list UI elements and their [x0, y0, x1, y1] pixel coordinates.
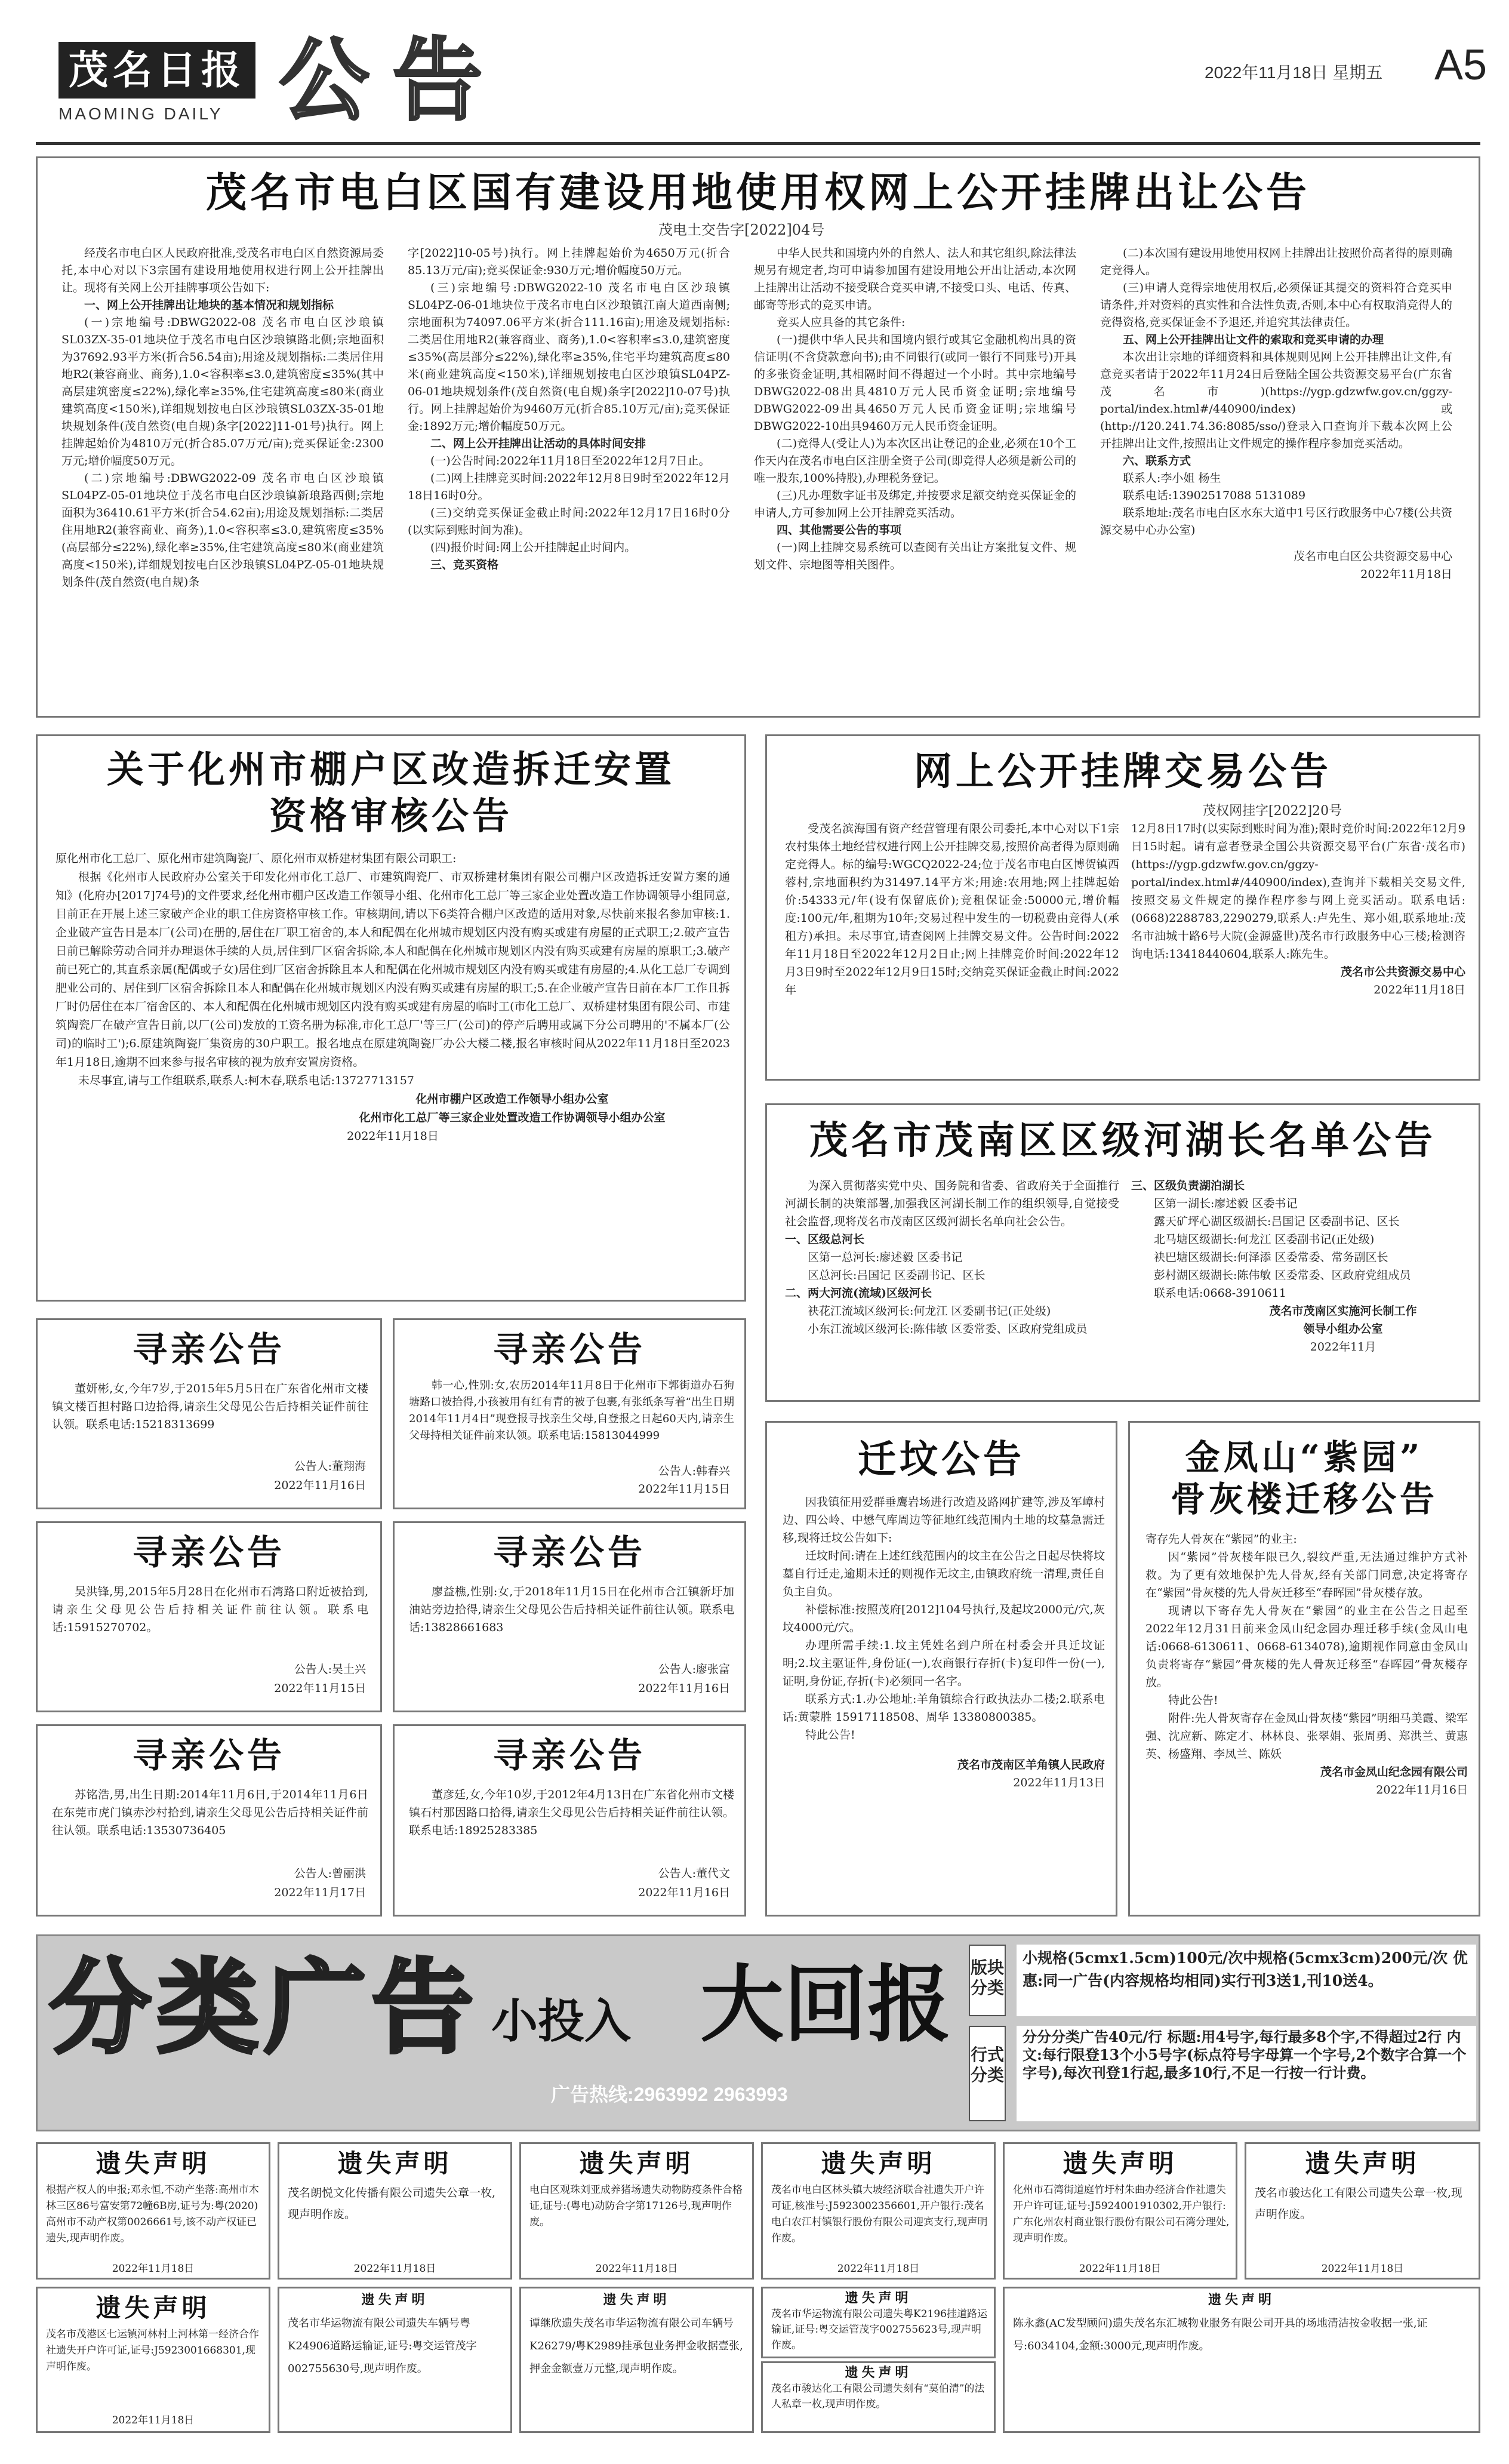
- land-contact-phone: 联系电话:13902517088 5131089: [1123, 489, 1306, 502]
- online-right-text: 12月8日17时(以实际到账时间为准);限时竞价时间:2022年12月9日15时起。请有意者登录全国公共资源交易平台(广东省·茂名市)(https://ygp.gdzwfw.gov.cn/ggzy-portal/index.html#/440900/index),查询并下载相关交易文件,按照交易文件规定的操作程序参与网上竞买活动。联系电话:(0668)2288783,2290279,联系人:卢先生、郑小姐,联系地址:茂名市油城十路6号大院(金源盛世)茂名市行政服务中心三楼;检测咨询电话:13418440604,联系人:陈先生。: [1131, 822, 1465, 961]
- classified-hotline: 广告热线:2963992 2963993: [551, 2084, 788, 2105]
- river-r1: 区第一湖长:廖述毅 区委书记: [1154, 1197, 1298, 1210]
- search-title: 寻亲公告: [492, 1735, 646, 1776]
- river-h1: 一、区级总河长: [785, 1233, 865, 1246]
- grave-sign: 茂名市茂南区羊角镇人民政府: [957, 1758, 1105, 1771]
- land-contact-address: 联系地址:茂名市电白区水东大道中1号区行政服务中心7楼(公共资源交易中心办公室): [1100, 506, 1452, 537]
- lost-notice-text: 茂名市华运物流有限公司遗失粤K2196挂道路运输证,证号:粤交运管茂字002755623号,现声明作废。: [771, 2308, 987, 2351]
- river-r5: 彭村湖区级湖长:陈伟敏 区委常委、区政府党组成员: [1154, 1269, 1411, 1282]
- search-sign: 公告人:韩春兴: [658, 1465, 730, 1478]
- lost-notice: [278, 2142, 512, 2280]
- lost-notice: [519, 2142, 754, 2280]
- search-sign: 公告人:吴土兴: [294, 1663, 366, 1676]
- lost-notice: [761, 2142, 996, 2280]
- land-intro: 经茂名市电白区人民政府批准,受茂名市电白区自然资源局委托,本中心对以下3宗国有建设用地使用权进行网上公开挂牌出让。现将有关网上公开挂牌事项公告如下:: [61, 247, 384, 294]
- page-number: A5: [1434, 41, 1488, 89]
- lost-notice-text: 谭继欣遗失茂名市华运物流有限公司车辆号K26279/粤K2989挂承包业务押金收据壹张,押金金额壹万元整,现声明作废。: [529, 2317, 743, 2375]
- search-sign: 公告人:廖张富: [658, 1663, 730, 1676]
- land-auction-notice: [36, 156, 1480, 718]
- classified-big-title: 分类广告: [50, 1948, 480, 2068]
- grave-date: 2022年11月13日: [1013, 1776, 1105, 1789]
- lost-notice-text: 茂名市骏达化工有限公司遗失公章一枚,现声明作废。: [1255, 2186, 1463, 2221]
- grave-p3: 补偿标准:按照茂府[2012]104号执行,及起坟2000元/穴,灰坟4000元/穴。: [783, 1603, 1105, 1634]
- search-text-para: 吴洪锋,男,2015年5月28日在化州市石湾路口附近被拾到,请亲生父母见公告后持相关证件前往认领。联系电话:15915270702。: [52, 1585, 368, 1634]
- lost-notices-row-2: [36, 2287, 1480, 2433]
- land-docs: 本次出让宗地的详细资料和具体规则见网上公开挂牌出让文件,有意竞买者请于2022年11月24日后登陆全国公共资源交易平台(广东省茂名市)(https://ygp.gdzwfw.gov.cn/ggzy-portal/index.html#/440900/index)或(http://120.241.74.36:8085/sso/)登录入口查询并下载本次网上公开挂牌出让文件,按照出让文件规定的操作程序参加竞买活动。: [1100, 350, 1452, 450]
- search-title: 寻亲公告: [492, 1329, 646, 1370]
- lost-notice-title: 遗失声明: [1063, 2149, 1178, 2178]
- online-listing-notice: [765, 734, 1480, 1081]
- search-date: 2022年11月16日: [274, 1479, 366, 1492]
- lost-notice-text: 电白区观珠刘亚成养猪场遗失动物防疫条件合格证,证号:(粤电)动防合字第17126号,现声明作废。: [529, 2184, 743, 2228]
- lost-notice-title: 遗失声明: [603, 2292, 670, 2308]
- lost-notice-title: 遗失声明: [1305, 2149, 1420, 2178]
- land-qual-1: 中华人民共和国境内外的自然人、法人和其它组织,除法律法规另有规定者,均可申请参加国有建设用地公开出让活动,本次网上挂牌出让活动不接受联合竞买申请,不接受口头、电话、传真、邮寄等形式的竞买申请。: [754, 247, 1076, 312]
- huazhou-text: 根据《化州市人民政府办公室关于印发化州市化工总厂、市建筑陶瓷厂、市双桥建材集团有限公司棚户区改造拆迁安置方案的通知》(化府办[2017]74号)的文件要求,经化州市棚户区改造工作领导小组、化州市化工总厂等三家企业处置改造工作协调领导小组同意,目前正在开展上述三家破产企业的职工住房资格审核工作。审核期间,请以下6类符合棚户区改造的适用对象,尽快前来报名参加审核:1.企业破产宣告日是本厂(公司)在册的,居住在厂职工宿舍的,本人和配偶在化州城市规划区内没有购买或建有房屋的正式职工;2.破产宣告日前已解除劳动合同并办理退休手续的人员,居住到厂区宿舍拆除,本人和配偶在化州城市规划区内没有购买或建有房屋的原职工;3.破产前已死亡的,其直系亲属(配偶或子女)居住到厂区宿舍拆除且本人和配偶在化州城市规划区内没有购买或建有房屋的;4.从化工总厂专调到肥业公司的、居住到厂区宿舍拆除且本人和配偶在化州城市规划区内没有购买或建有房屋的职工;5.在企业破产宣告日前在本厂工作且拆厂时仍居住在本厂宿舍区的、本人和配偶在化州城市规划区内没有购买或建有房屋的临时工(市化工总厂、双桥建材集团有限公司、市建筑陶瓷厂在破产宣告日前,以厂(公司)发放的工资名册为标准,市化工总厂'等三厂(公司)的停产后聘用或属下分公司聘用的'不属本厂(公司)的临时工');6.原建筑陶瓷厂集资房的30户职工。报名地点在原建筑陶瓷厂办公大楼二楼,报名审核时间从2022年11月18日至2023年1月18日,逾期不回来参与报名审核的视为放弃安置房资格。: [56, 870, 730, 1069]
- river-chief-notice: [765, 1103, 1480, 1402]
- lost-notice-title: 遗失声明: [96, 2293, 211, 2323]
- search-title: 寻亲公告: [492, 1532, 646, 1573]
- search-date: 2022年11月16日: [638, 1886, 730, 1899]
- huazhou-sign-2: 化州市化工总厂等三家企业处置改造工作协调领导小组办公室: [359, 1111, 666, 1124]
- online-signature: 茂名市公共资源交易中心: [1340, 965, 1465, 979]
- river-l1: 区第一总河长:廖述毅 区委书记: [808, 1251, 963, 1264]
- lost-notice: [1003, 2287, 1480, 2433]
- lost-notice: [761, 2361, 996, 2433]
- land-heading-2: 二、网上公开挂牌出让活动的具体时间安排: [430, 437, 646, 450]
- huazhou-sign-1: 化州市棚户区改造工作领导小组办公室: [415, 1093, 609, 1106]
- search-title: 寻亲公告: [132, 1735, 285, 1776]
- search-text-para: 苏铭浩,男,出生日期:2014年11月6日,于2014年11月6日在东莞市虎门镇赤沙村拾到,请亲生父母见公告后持相关证件前往认领。联系电话:13530736405: [52, 1788, 368, 1837]
- land-other-1: (一)网上挂牌交易系统可以查阅有关出让方案批复文件、规划文件、宗地图等相关图件。: [754, 541, 1076, 571]
- huazhou-salutation: 原化州市化工总厂、原化州市建筑陶瓷厂、原化州市双桥建材集团有限公司职工:: [56, 852, 457, 865]
- lost-notice-date: 2022年11月18日: [595, 2263, 678, 2275]
- search-title: 寻亲公告: [132, 1329, 285, 1370]
- river-l3: 袂花江流域区级河长:何龙江 区委副书记(正处级): [808, 1305, 1051, 1318]
- online-left-text: 受茂名滨海国有资产经营管理有限公司委托,本中心对以下1宗农村集体土地经营权进行网上公开挂牌交易,按照价高者得为原则确定竞得人。标的编号:WGCQ2022-24;位于茂名市电白区博贺镇西蓉村,宗地面积约为31497.14平方米;用途:农用地;网上挂牌起始价:54333元/年(设有保留底价);竞租保证金:50000元,增价幅度:100元/年,租期为10年;交易过程中发生的一切税费由竞得人(承租方)承担。未尽事宜,请查阅网上挂牌交易文件。公告时间:2022年11月18日至2022年12月2日止;网上挂牌竞价时间:2022年12月3日9时至2022年12月9日15时;交纳竞买保证金截止时间:2022年: [785, 822, 1119, 996]
- land-notice-title: 茂名市电白区国有建设用地使用权网上公开挂牌出让公告: [205, 169, 1310, 217]
- river-title: 茂名市茂南区区级河湖长名单公告: [809, 1118, 1436, 1163]
- ziyuan-relocation-notice: [1128, 1421, 1480, 1917]
- lost-notice-text: 根据产权人的申报;邓永恒,不动产坐落:高州市木林三区86号富安第72幢6B房,证号为:粤(2020)高州市不动产权第0026661号,该不动产权证已遗失,现声明作废。: [46, 2184, 259, 2244]
- ziyuan-sign: 茂名市金凤山纪念园有限公司: [1320, 1765, 1468, 1779]
- land-signature: 茂名市电白区公共资源交易中心: [1293, 550, 1452, 563]
- river-sign-1: 茂名市茂南区实施河长制工作: [1269, 1305, 1417, 1318]
- search-kin-5: [36, 1724, 382, 1917]
- lost-notice-title: 遗失声明: [821, 2149, 936, 2178]
- search-kin-1: [36, 1318, 382, 1509]
- river-sign-2: 领导小组办公室: [1303, 1322, 1383, 1336]
- search-text: [52, 1380, 368, 1434]
- lost-notice: [519, 2287, 754, 2433]
- lost-notice: [1003, 2142, 1237, 2280]
- lost-notice-title: 遗失声明: [579, 2149, 694, 2178]
- land-qual-2: 竞买人应具备的其它条件:: [777, 316, 906, 329]
- land-heading-1: 一、网上公开挂牌出让地块的基本情况和规划指标: [84, 299, 334, 312]
- classified-small-slogan: 小投入: [491, 1994, 632, 2048]
- land-col-4: [1100, 245, 1452, 583]
- lost-notice: [278, 2287, 512, 2433]
- lost-notice-date: 2022年11月18日: [1079, 2263, 1162, 2275]
- river-date: 2022年11月: [1310, 1340, 1376, 1353]
- search-title: 寻亲公告: [132, 1532, 285, 1573]
- search-date: 2022年11月15日: [274, 1682, 366, 1695]
- lost-notice-title: 遗失声明: [1208, 2292, 1275, 2308]
- grave-body: [783, 1493, 1105, 1792]
- huazhou-body: [56, 850, 730, 1146]
- lost-notice: [1245, 2142, 1480, 2280]
- search-text: [409, 1786, 734, 1839]
- online-date: 2022年11月18日: [1374, 983, 1465, 996]
- land-other-2: (二)本次国有建设用地使用权网上挂牌出让按照价高者得的原则确定竞得人。: [1100, 247, 1452, 277]
- newspaper-logo-en: MAOMING DAILY: [58, 104, 223, 123]
- huazhou-title-1: 关于化州市棚户区改造拆迁安置: [106, 747, 675, 791]
- land-heading-4: 四、其他需要公告的事项: [777, 524, 902, 537]
- lost-notice-date: 2022年11月18日: [837, 2263, 920, 2275]
- land-qual-4: (二)竞得人(受让人)为本次区出让登记的企业,必须在10个工作天内在茂名市电白区注册全资子公司(即竞得人必须是新公司的唯一股东,100%持股),办理税务登记。: [754, 437, 1076, 485]
- search-text: [52, 1786, 368, 1839]
- lost-notice-date: 2022年11月18日: [112, 2263, 195, 2275]
- grave-p5: 联系方式:1.办公地址:羊角镇综合行政执法办二楼;2.联系电话:黄蒙胜 15917118508、周华 13380800385。: [783, 1693, 1105, 1724]
- lost-notice: [36, 2142, 270, 2280]
- classified-pricing-1: 小规格(5cmx1.5cm)100元/次中规格(5cmx3cm)200元/次 优惠:同一广告(内容规格均相同)实行刊3送1,刊10送4。: [1017, 1945, 1476, 2016]
- river-r3: 北马塘区级湖长:何龙江 区委副书记(正处级): [1154, 1233, 1375, 1246]
- ziyuan-title-1: 金凤山“紫园”: [1185, 1437, 1424, 1478]
- search-text-para: 董彦廷,女,今年10岁,于2012年4月13日在广东省化州市文楼镇石村那因路口拾得,请亲生父母见公告后持相关证件前往认领。联系电话:18925283385: [409, 1788, 734, 1837]
- section-title: 公告: [279, 28, 507, 133]
- search-text: [52, 1583, 368, 1636]
- search-text: [409, 1377, 734, 1444]
- ziyuan-p5: 附件:先人骨灰寄存在金凤山骨灰楼“紫园”明细马美霞、梁军强、沈应新、陈定才、林林良、张翠娟、张周勇、郑洪兰、黄惠英、杨盛翔、李凤兰、陈妖: [1145, 1712, 1468, 1761]
- masthead: [35, 24, 1488, 137]
- huazhou-resettlement-notice: [36, 734, 746, 1302]
- land-date: 2022年11月18日: [1360, 568, 1452, 581]
- grave-title: 迁坟公告: [858, 1437, 1025, 1482]
- lost-notices-row-1: [36, 2142, 1480, 2280]
- land-other-3: (三)申请人竞得宗地使用权后,必须保证其提交的资料符合竞买申请条件,并对资料的真实性和合法性负责,否则,本中心有权取消竞得人的竞得资格,竞买保证金不予退还,并追究其法律责任。: [1100, 281, 1452, 329]
- lost-notice-title: 遗失声明: [845, 2290, 912, 2306]
- land-time-2: (二)网上挂牌竞买时间:2022年12月8日9时至2022年12月18日16时0分。: [408, 472, 730, 502]
- lost-notice: [761, 2287, 996, 2358]
- online-left-col: [785, 820, 1119, 999]
- search-kin-4: [393, 1521, 746, 1712]
- search-sign: 公告人:董翔海: [294, 1460, 366, 1473]
- search-sign: 公告人:董代文: [658, 1867, 730, 1880]
- land-plot-3: (三)宗地编号:DBWG2022-10 茂名市电白区沙琅镇SL04PZ-06-01地块位于茂名市电白区沙琅镇江南大道西南侧;宗地面积为74097.06平方米(折合111.16亩);用途及规划指标:二类居住用地R2(兼容商业、商务),1.0<容积率≤3.0,建筑密度≤35%(高层部分≤22%),绿化率≥35%,住宅平均建筑高度≤80米(商业建筑高度<150米),详细规划按电白区沙琅镇SL04PZ-06-01地块规划条件(茂自然资(电自规)条字[2022]10-07号)执行。网上挂牌起始价为9460万元(折合85.10万元/亩);竞买保证金:1892万元;增价幅度50万元。: [408, 281, 730, 433]
- land-time-1: (一)公告时间:2022年11月18日至2022年12月7日止。: [430, 454, 710, 467]
- ziyuan-p4: 特此公告!: [1168, 1694, 1218, 1707]
- ziyuan-p1: 寄存先人骨灰在“紫园”的业主:: [1145, 1533, 1297, 1546]
- huazhou-contact: 未尽事宜,请与工作组联系,联系人:柯木春,联系电话:13727713157: [78, 1074, 414, 1087]
- search-kin-3: [36, 1521, 382, 1712]
- classified-big-slogan: 大回报: [700, 1956, 951, 2054]
- lost-notice-text: 茂名市电白区林头镇大坡经济联合社遗失开户许可证,核准号:J5923002356601,开户银行:茂名电白农江村镇银行股份有限公司迎宾支行,现声明作废。: [771, 2184, 988, 2244]
- online-title: 网上公开挂牌交易公告: [914, 749, 1332, 794]
- grave-p1: 因我镇征用爱群垂鹰岩场进行改造及路网扩建等,涉及军嶂村边、四公岭、中懋气库周边等征地红线范围内土地的坟墓急需迁移,现将迁坟公告如下:: [783, 1496, 1105, 1545]
- ziyuan-title-2: 骨灰楼迁移公告: [1170, 1479, 1438, 1519]
- lost-notice-text: 茂名朗悦文化传播有限公司遗失公章一枚,现声明作废。: [288, 2186, 496, 2221]
- river-r4: 袂巴塘区级湖长:何泽添 区委常委、常务副区长: [1154, 1251, 1388, 1264]
- lost-notice-title: 遗失声明: [361, 2292, 429, 2308]
- land-col-2: [408, 245, 730, 574]
- river-h2: 二、两大河流(流域)区级河长: [785, 1287, 932, 1300]
- river-l2: 区总河长:吕国记 区委副书记、区长: [808, 1269, 986, 1282]
- online-ref: 茂权网挂字[2022]20号: [1203, 804, 1342, 819]
- land-heading-5: 五、网上公开挂牌出让文件的索取和竞买申请的办理: [1123, 333, 1384, 346]
- classified-tag-1: 版块分类: [969, 1945, 1006, 2016]
- land-time-3: (三)交纳竞买保证金截止时间:2022年12月17日16时0分(以实际到账时间为准)。: [408, 506, 730, 537]
- lost-notice-date: 2022年11月18日: [353, 2263, 436, 2275]
- online-right-col: [1131, 820, 1465, 999]
- lost-notice-date: 2022年11月18日: [112, 2414, 195, 2426]
- classified-banner: [36, 1934, 1480, 2131]
- search-kin-6: [393, 1724, 746, 1917]
- search-text: [409, 1583, 734, 1636]
- lost-notice-title: 遗失声明: [96, 2149, 211, 2178]
- land-heading-6: 六、联系方式: [1123, 454, 1191, 467]
- land-time-4: (四)报价时间:网上公开挂牌起止时间内。: [430, 541, 636, 554]
- land-col-3: [754, 245, 1076, 574]
- search-text-para: 廖益樵,性别:女,于2018年11月15日在化州市合江镇新圩加油站旁边拾得,请亲生父母见公告后持相关证件前往认领。联系电话:13828661683: [409, 1585, 734, 1634]
- grave-p6: 特此公告!: [805, 1728, 855, 1742]
- issue-date: 2022年11月18日 星期五: [1205, 63, 1383, 82]
- search-text-para: 董妍彬,女,今年7岁,于2015年5月5日在广东省化州市文楼镇文楼百担村路口边拾得,请亲生父母见公告后持相关证件前往认领。联系电话:15218313699: [52, 1382, 368, 1431]
- lost-notice-text: 茂名市茂港区七运镇河林村上河林第一经济合作社遗失开户许可证,证号:J5923001668301,现声明作废。: [46, 2328, 259, 2373]
- river-left-col: [785, 1177, 1119, 1338]
- river-r6: 联系电话:0668-3910611: [1154, 1287, 1286, 1300]
- land-col-1: [61, 245, 384, 591]
- lost-notice-text: 化州市石湾街道庭竹圩村朱曲办经济合作社遗失开户许可证,证号:J5924001910302,开户银行:广东化州农村商业银行股份有限公司石湾分理处,现声明作废。: [1013, 2184, 1230, 2244]
- land-plot-2-cont: 字[2022]10-05号)执行。网上挂牌起始价为4650万元(折合85.13万元/亩);竞买保证金:930万元;增价幅度50万元。: [408, 247, 730, 277]
- river-r2: 露天矿坪心湖区级湖长:吕国记 区委副书记、区长: [1154, 1215, 1400, 1228]
- search-date: 2022年11月17日: [274, 1886, 366, 1899]
- ziyuan-body: [1145, 1530, 1468, 1799]
- search-sign: 公告人:曾丽洪: [294, 1867, 366, 1880]
- land-qual-3: (一)提供中华人民共和国境内银行或其它金融机构出具的资信证明(不含贷款意向书);由不同银行(或同一银行不同账号)开具的多张资金证明,其相隔时间不得超过一个小时。其中宗地编号DBWG2022-08出具4810万元人民币资金证明;宗地编号DBWG2022-09出具4650万元人民币资金证明;宗地编号DBWG2022-10出具9460万元人民币资金证明。: [754, 333, 1076, 433]
- huazhou-date: 2022年11月18日: [347, 1130, 439, 1143]
- lost-notice-title: 遗失声明: [845, 2365, 912, 2380]
- land-plot-1: (一)宗地编号:DBWG2022-08 茂名市电白区沙琅镇SL03ZX-35-01地块位于茂名市电白区沙琅镇路北侧;宗地面积为37692.93平方米(折合56.54亩);用途及规划指标:二类居住用地R2(兼容商业、商务),1.0<容积率≤3.0,建筑密度≤35%(其中高层建筑密度≤22%),绿化率≥35%,住宅建筑高度≤80米(商业建筑高度<150米),详细规划按电白区沙琅镇SL03ZX-35-01地块规划条件(茂自然资(电自规)条字[2022]11-01号)执行。网上挂牌起始价为4810万元(折合85.07万元/亩);竞买保证金:2300万元;增价幅度50万元。: [61, 316, 384, 467]
- lost-notice-text: 茂名市华运物流有限公司遗失车辆号粤K24906道路运输证,证号:粤交运管茂字002755630号,现声明作废。: [288, 2317, 477, 2375]
- lost-notice: [36, 2287, 270, 2433]
- huazhou-title-2: 资格审核公告: [269, 794, 513, 838]
- ziyuan-date: 2022年11月16日: [1376, 1783, 1468, 1797]
- grave-p4: 办理所需手续:1.坟主凭姓名到户所在村委会开具迁坟证明;2.坟主驱证件,身份证(一),农商银行存折(卡)复印件一份(一),证明,身份证,存折(卡)必须同一名字。: [783, 1639, 1105, 1688]
- ziyuan-p3: 现请以下寄存先人骨灰在“紫园”的业主在公告之日起至2022年12月31日前来金凤山纪念园办理迁移手续(金凤山电话:0668-6130611、0668-6134078),逾期视作同意由金凤山负责将寄存“紫园”骨灰楼的先人骨灰迁移至“春晖园”骨灰楼存放。: [1145, 1604, 1468, 1689]
- classified-pricing-2: 分分分类广告40元/行 标题:用4号字,每行最多8个字,不得超过2行 内文:每行限登13个小5号字(标点符号字母算一个字号,2个数字合算一个字号),每次刊登1行起,最多10行,不足一行按一行计费。: [1017, 2026, 1476, 2121]
- search-kin-2: [393, 1318, 746, 1509]
- search-date: 2022年11月15日: [638, 1482, 730, 1496]
- lost-notice-title: 遗失声明: [337, 2149, 452, 2178]
- river-intro: 为深入贯彻落实党中央、国务院和省委、省政府关于全面推行河湖长制的决策部署,加强我区河湖长制工作的组织领导,自觉接受社会监督,现将茂名市茂南区区级河湖长名单向社会公告。: [785, 1179, 1119, 1228]
- river-right-col: [1131, 1177, 1465, 1356]
- lost-notice-text: 陈永鑫(AC发型顾问)遗失茂名东汇城物业服务有限公司开具的场地清洁按金收据一张,证号:6034104,金额:3000元,现声明作废。: [1013, 2317, 1428, 2352]
- land-plot-2: (二)宗地编号:DBWG2022-09 茂名市电白区沙琅镇SL04PZ-05-01地块位于茂名市电白区沙琅镇新琅路西侧;宗地面积为36410.61平方米(折合54.62亩);用途及规划指标:二类居住用地R2(兼容商业、商务),1.0<容积率≤3.0,建筑密度≤35%(高层部分≤22%),绿化率≥35%,住宅建筑高度≤80米(商业建筑高度<150米),详细规划按电白区沙琅镇SL04PZ-05-01地块规划条件(茂自然资(电自规)条: [61, 472, 384, 589]
- land-contact-person: 联系人:李小姐 杨生: [1123, 472, 1221, 485]
- newspaper-logo: 茂名日报: [58, 42, 255, 99]
- land-qual-5: (三)凡办理数字证书及绑定,并按要求足额交纳竞买保证金的申请人,方可参加网上公开挂牌竞买活动。: [754, 489, 1076, 519]
- land-heading-3: 三、竞买资格: [430, 558, 499, 571]
- land-notice-ref: 茂电土交告字[2022]04号: [658, 222, 825, 238]
- grave-p2: 迁坟时间:请在上述红线范围内的坟主在公告之日起尽快将坟墓自行迁走,逾期未迁的则视作无坟主,由镇政府统一清理,责任自负主自负。: [783, 1549, 1105, 1598]
- lost-notice-date: 2022年11月18日: [1321, 2263, 1404, 2275]
- search-date: 2022年11月16日: [638, 1682, 730, 1695]
- search-text-para: 韩一心,性别:女,农历2014年11月8日于化州市下郭街道办石狗塘路口被拾得,小孩被用有红有青的被子包裹,有张纸条写着“出生日期2014年11月4日”现登报寻找亲生父母,自登报之日起60天内,请亲生父母持相关证件前来认领。联系电话:15813044999: [409, 1379, 734, 1442]
- river-l4: 小东江流域区级河长:陈伟敏 区委常委、区政府党组成员: [808, 1322, 1088, 1336]
- river-h3: 三、区级负责湖泊湖长: [1131, 1179, 1245, 1192]
- header-rule: [36, 142, 1480, 145]
- grave-relocation-notice: [765, 1421, 1117, 1917]
- ziyuan-p2: 因“紫园”骨灰楼年限已久,裂纹严重,无法通过维护方式补救。为了更有效地保护先人骨灰,经有关部门同意,决定将寄存在“紫园”骨灰楼的先人骨灰迁移至“春晖园”骨灰楼存放。: [1145, 1551, 1468, 1599]
- lost-notice-text: 茂名市骏达化工有限公司遗失刻有“莫伯清”的法人私章一枚,现声明作废。: [771, 2383, 985, 2410]
- classified-tag-2: 行式分类: [969, 2026, 1006, 2121]
